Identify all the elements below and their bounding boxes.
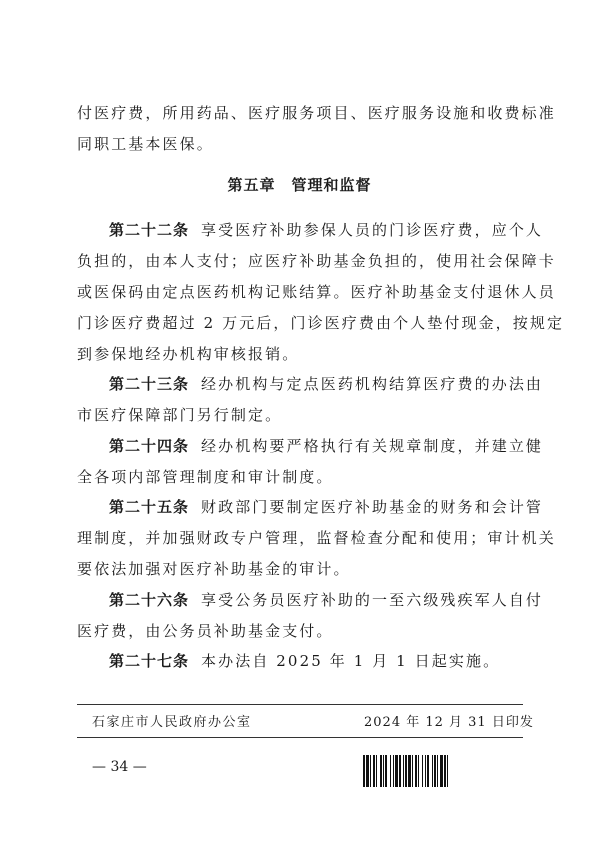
article-25 [109, 497, 557, 517]
article-24 [109, 436, 557, 456]
body-line: 要依法加强对医疗补助基金的审计。 [77, 560, 351, 578]
article-26 [109, 590, 557, 610]
barcode-bar [448, 755, 450, 787]
article-text: 财政部门要制定医疗补助基金的财务和会计管 [201, 498, 544, 516]
body-line: 理制度，并加强财政专户管理，监督检查分配和使用；审计机关 [77, 529, 556, 547]
issue-date: 2024 年 12 月 31 日印发 [364, 715, 534, 730]
footer-top-rule [77, 704, 523, 705]
article-22 [109, 220, 557, 240]
footer-bottom-rule [77, 737, 523, 738]
article-23 [109, 374, 557, 394]
body-line: 全各项内部管理制度和审计制度。 [77, 468, 334, 486]
body-line: 同职工基本医保。 [77, 135, 214, 153]
body-line: 付医疗费，所用药品、医疗服务项目、医疗服务设施和收费标准 [77, 104, 556, 122]
article-27 [109, 651, 557, 671]
article-label: 第二十二条 [109, 221, 190, 239]
article-text: 享受公务员医疗补助的一至六级残疾军人自付 [201, 591, 544, 609]
article-label: 第二十六条 [109, 591, 190, 609]
article-text: 经办机构与定点医药机构结算医疗费的办法由 [201, 375, 544, 393]
body-line: 或医保码由定点医药机构记账结算。医疗补助基金支付退休人员 [77, 283, 556, 301]
body-line: 到参保地经办机构审核报销。 [77, 345, 300, 363]
chapter-heading: 第五章 管理和监督 [227, 176, 372, 194]
body-line: 市医疗保障部门另行制定。 [77, 406, 283, 424]
body-line: 医疗费，由公务员补助基金支付。 [77, 622, 334, 640]
body-line: 门诊医疗费超过 2 万元后，门诊医疗费由个人垫付现金，按规定 [77, 314, 565, 332]
article-label: 第二十三条 [109, 375, 190, 393]
article-label: 第二十四条 [109, 437, 190, 455]
page-number: — 34 — [92, 759, 147, 775]
issuer-name: 石家庄市人民政府办公室 [92, 715, 252, 730]
article-label: 第二十七条 [109, 652, 190, 670]
barcode-icon [363, 755, 499, 787]
body-line: 负担的，由本人支付；应医疗补助基金负担的，使用社会保障卡 [77, 252, 556, 270]
article-label: 第二十五条 [109, 498, 190, 516]
article-text: 本办法自 2025 年 1 月 1 日起实施。 [201, 652, 501, 670]
article-text: 享受医疗补助参保人员的门诊医疗费，应个人 [201, 221, 544, 239]
article-text: 经办机构要严格执行有关规章制度，并建立健 [201, 437, 544, 455]
